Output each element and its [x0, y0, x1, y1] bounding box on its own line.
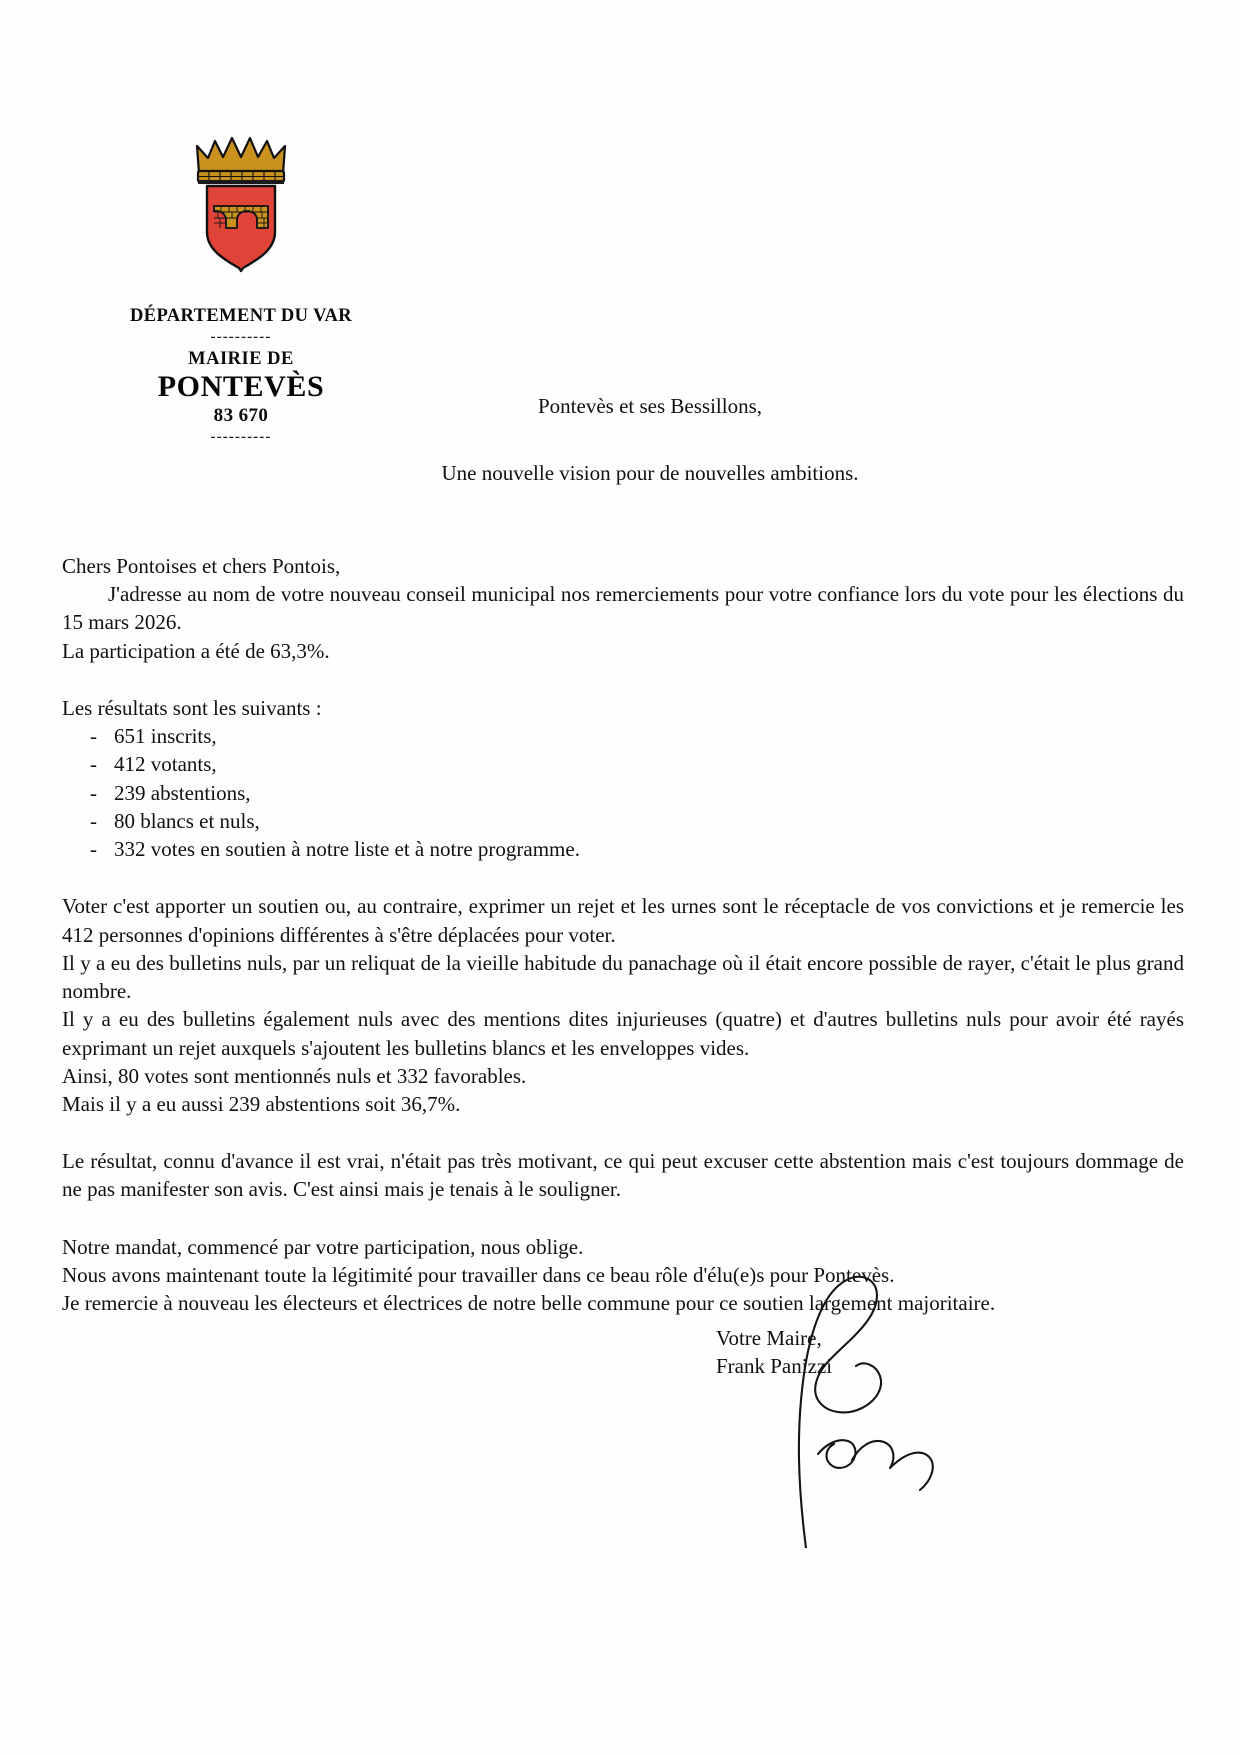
list-item — [62, 750, 1184, 778]
letterhead-divider-top: ---------- — [210, 329, 272, 345]
salutation: Chers Pontoises et chers Pontois, — [62, 554, 341, 578]
signature-title: Votre Maire, — [716, 1326, 822, 1350]
results-intro: Les résultats sont les suivants : — [62, 695, 322, 720]
paragraph-null-ballots: Il y a eu des bulletins nuls, par un reliquat de la vieille habitude du panachage où il était encore possible de rayer, c'était le plus grand nombre. — [62, 950, 1184, 1004]
paragraph-voting-meaning: Voter c'est apporter un soutien ou, au contraire, exprimer un rejet et les urnes sont le réceptacle de vos convictions et je remercie les 412 personnes d'opinions différentes à s'être déplacées pour voter. — [62, 894, 1184, 947]
commune-name: PONTEVÈS — [157, 370, 325, 403]
paragraph-abstention-rate: Mais il y a eu aussi 239 abstentions soit 36,7%. — [62, 1091, 461, 1116]
paragraph-thanks: J'adresse au nom de votre nouveau conseil municipal nos remerciements pour votre confiance lors du vote pour les élections du 15 mars 2026. — [62, 582, 1184, 635]
postal-code: 83 670 — [213, 404, 269, 426]
slogan-block — [330, 396, 970, 484]
list-bullet: - — [90, 808, 97, 833]
mairie-label: MAIRIE DE — [188, 349, 294, 369]
paragraph-participation: La participation a été de 63,3%. — [62, 638, 330, 663]
list-item — [62, 722, 1184, 750]
signature-name: Frank Panizzi — [716, 1354, 833, 1379]
signature-block — [716, 1324, 832, 1381]
list-item — [62, 807, 1184, 835]
slogan-line-1: Pontevès et ses Bessillons, — [538, 394, 762, 418]
list-item-label: 80 blancs et nuls, — [114, 808, 260, 833]
list-item — [62, 835, 1184, 863]
list-bullet: - — [90, 837, 97, 862]
paragraph-legitimacy: Nous avons maintenant toute la légitimité pour travailler dans ce beau rôle d'élu(e)s pour Pontevès. — [62, 1262, 895, 1287]
paragraph-tally-summary: Ainsi, 80 votes sont mentionnés nuls et 332 favorables. — [62, 1063, 527, 1088]
list-bullet: - — [90, 752, 97, 777]
letter-body — [62, 552, 1184, 1317]
paragraph-null-ballots-detail: Il y a eu des bulletins également nuls avec des mentions dites injurieuses (quatre) et d'autres bulletins nuls pour avoir été rayés exprimant un rejet auxquels s'ajoutent les bulletins blancs et les enveloppes vides. — [62, 1007, 1184, 1060]
list-item-label: 412 votants, — [114, 752, 217, 777]
list-bullet: - — [90, 780, 97, 805]
list-item-label: 332 votes en soutien à notre liste et à notre programme. — [114, 837, 580, 862]
list-item-label: 651 inscrits, — [114, 724, 217, 749]
list-bullet: - — [90, 724, 97, 749]
list-item-label: 239 abstentions, — [114, 780, 251, 805]
paragraph-final-thanks: Je remercie à nouveau les électeurs et électrices de notre belle commune pour ce soutien largement majoritaire. — [62, 1291, 996, 1316]
paragraph-result-comment: Le résultat, connu d'avance il est vrai, n'était pas très motivant, ce qui peut excuser cette abstention mais c'est toujours dommage de ne pas manifester son avis. C'est ainsi mais je tenais à le souligner. — [62, 1149, 1184, 1202]
department-name: DÉPARTEMENT DU VAR — [129, 306, 353, 326]
results-list — [62, 722, 1184, 863]
letterhead-divider-bottom: ---------- — [210, 428, 272, 445]
slogan-line-2: Une nouvelle vision pour de nouvelles ambitions. — [441, 461, 859, 485]
paragraph-mandate: Notre mandat, commencé par votre participation, nous oblige. — [62, 1234, 584, 1259]
coat-of-arms-icon — [187, 128, 295, 280]
list-item — [62, 779, 1184, 807]
